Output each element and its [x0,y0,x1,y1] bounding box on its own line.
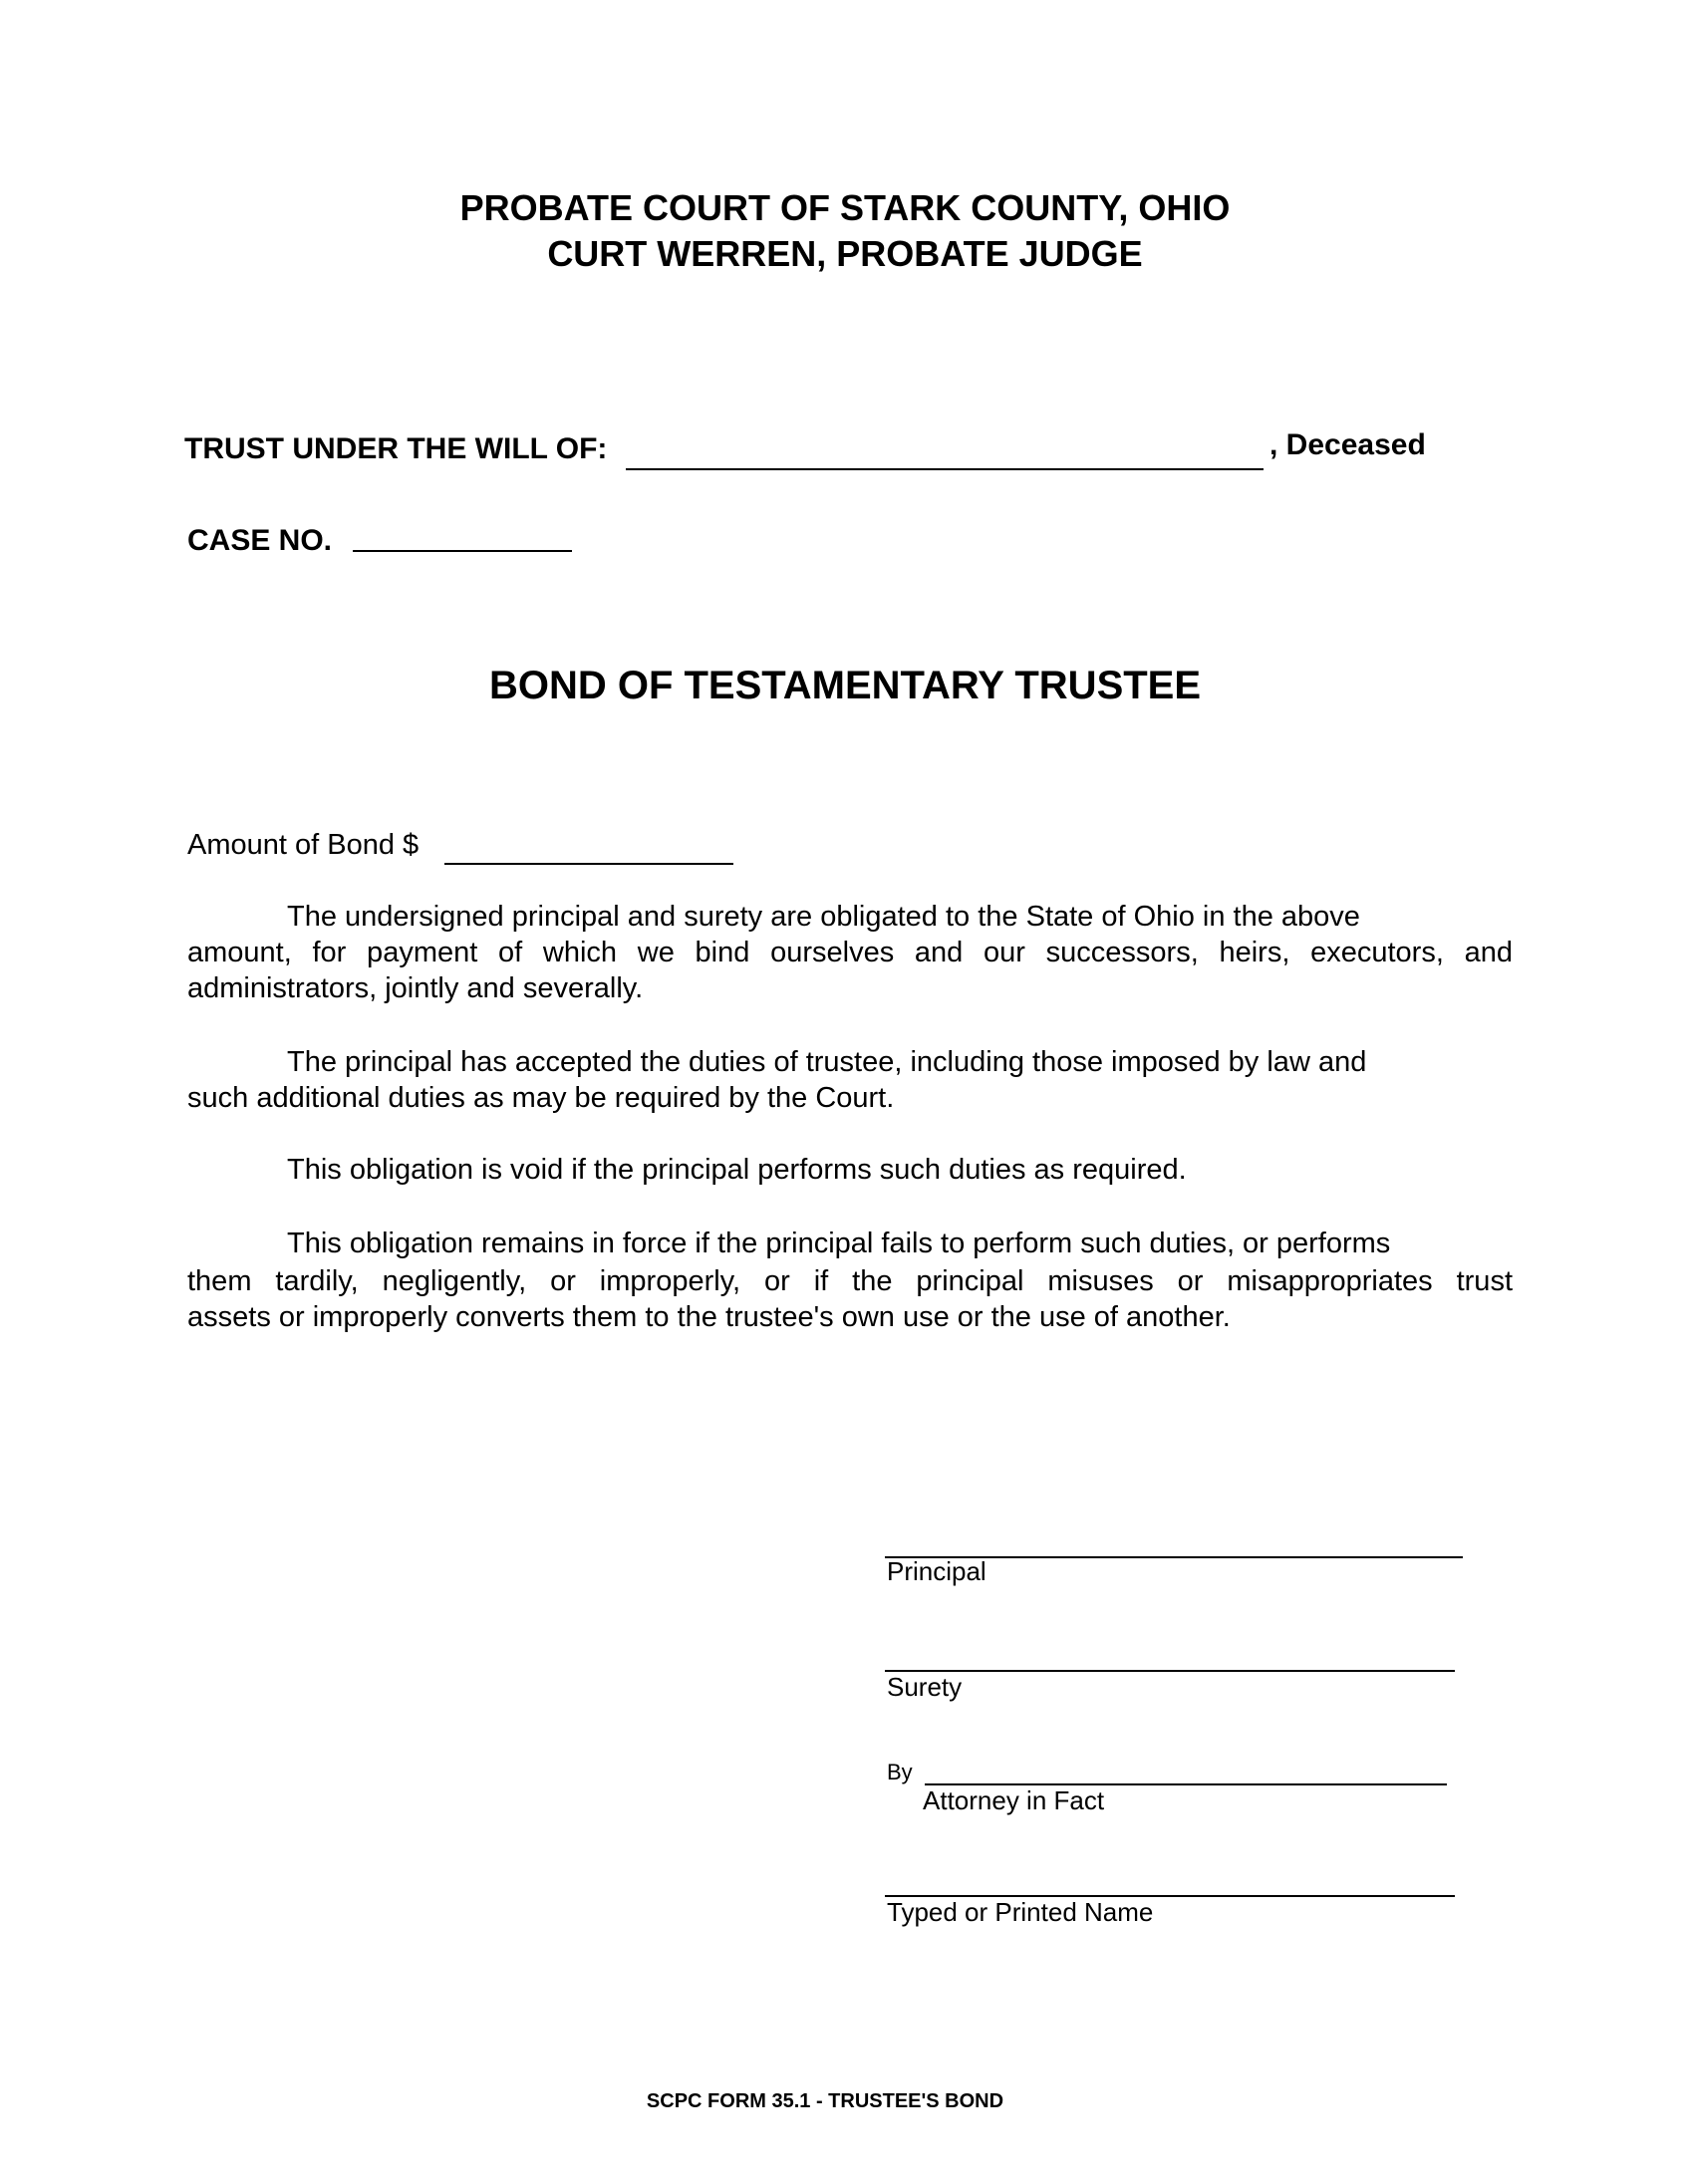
deceased-label: , Deceased [1269,428,1426,461]
court-name: PROBATE COURT OF STARK COUNTY, OHIO [459,187,1231,228]
form-title: BOND OF TESTAMENTARY TRUSTEE [488,664,1202,707]
paragraph-4-line-1: This obligation remains in force if the principal fails to perform such duties, or performs [287,1228,1391,1259]
amount-of-bond-label: Amount of Bond $ [187,829,420,861]
judge-name: CURT WERREN, PROBATE JUDGE [547,233,1143,274]
attorney-in-fact-label: Attorney in Fact [923,1785,1105,1815]
paragraph-1-line-2: amount, for payment of which we bind ourselves and our successors, heirs, executors, and [187,937,1513,968]
paragraph-1-line-3: administrators, jointly and severally. [187,972,644,1004]
paragraph-1-line-1: The undersigned principal and surety are obligated to the State of Ohio in the above [287,901,1360,933]
surety-signature-line[interactable] [885,1670,1455,1672]
paragraph-3-line-1: This obligation is void if the principal performs such duties as required. [287,1154,1187,1186]
paragraph-2-line-2: such additional duties as may be required by the Court. [187,1082,895,1114]
principal-label: Principal [887,1556,986,1586]
form-footer: SCPC FORM 35.1 - TRUSTEE'S BOND [646,2090,1004,2112]
typed-name-label: Typed or Printed Name [887,1897,1154,1927]
paragraph-4-line-3: assets or improperly converts them to the trustee's own use or the use of another. [187,1301,1231,1333]
bond-amount-field[interactable] [444,863,733,865]
decedent-name-field[interactable] [626,468,1264,470]
by-label: By [887,1760,913,1784]
trust-under-will-label: TRUST UNDER THE WILL OF: [184,432,608,465]
surety-label: Surety [887,1672,963,1702]
case-number-field[interactable] [353,550,572,552]
paragraph-4-line-2: them tardily, negligently, or improperly, or if the principal misuses or misappropriates trust [187,1265,1513,1297]
case-number-label: CASE NO. [187,524,333,557]
paragraph-2-line-1: The principal has accepted the duties of trustee, including those imposed by law and [287,1046,1367,1078]
